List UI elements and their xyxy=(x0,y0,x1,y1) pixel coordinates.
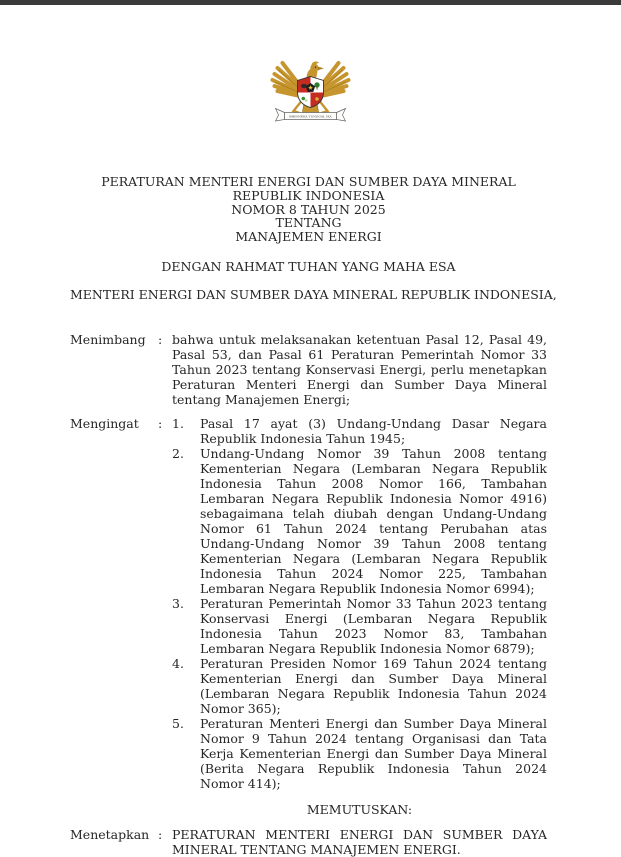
list-item xyxy=(172,596,547,656)
scroll-motto-text: BHINNEKA TUNGGAL IKA xyxy=(289,114,332,119)
recalling-colon: : xyxy=(158,415,163,431)
list-item-text: Peraturan Pemerintah Nomor 33 Tahun 2023 tentang Konservasi Energi (Lembaran Negara Republik Indonesia Tahun 2023 Nomor 83, Tambahan Lembaran Negara Republik Indonesia Nomor 6879); xyxy=(200,595,547,656)
considering-section xyxy=(70,332,547,407)
enacting-colon: : xyxy=(158,826,163,842)
decision-section xyxy=(70,802,547,817)
list-item-number: 2. xyxy=(172,445,184,461)
list-item xyxy=(172,656,547,716)
list-item-text: Pasal 17 ayat (3) Undang-Undang Dasar Negara Republik Indonesia Tahun 1945; xyxy=(200,415,547,446)
title-line-subject: MANAJEMEN ENERGI xyxy=(235,229,382,245)
enacting-label: Menetapkan xyxy=(70,826,150,842)
title-line-number: NOMOR 8 TAHUN 2025 xyxy=(231,201,386,217)
recalling-section xyxy=(70,416,547,791)
recalling-list xyxy=(172,416,547,791)
list-item xyxy=(172,446,547,596)
decision-heading: MEMUTUSKAN: xyxy=(306,801,413,817)
title-line-ministry: PERATURAN MENTERI ENERGI DAN SUMBER DAYA MINERAL xyxy=(101,174,516,189)
considering-label: Menimbang xyxy=(70,331,146,347)
title-line-republic: REPUBLIK INDONESIA xyxy=(232,187,385,203)
regulation-title-block xyxy=(70,175,547,244)
enacting-section xyxy=(70,827,547,857)
considering-colon: : xyxy=(158,331,163,347)
enacting-text: PERATURAN MENTERI ENERGI DAN SUMBER DAYA MINERAL TENTANG MANAJEMEN ENERGI. xyxy=(172,826,547,857)
list-item xyxy=(172,416,547,446)
list-item-number: 1. xyxy=(172,415,184,431)
considering-text: bahwa untuk melaksanakan ketentuan Pasal 12, Pasal 49, Pasal 53, dan Pasal 61 Peraturan Pemerintah Nomor 33 Tahun 2023 tentang Konservasi Energi, perlu menetapkan Peraturan Menteri Energi dan Sumber Daya Mineral tentang Manajemen Energi; xyxy=(172,331,547,407)
list-item xyxy=(172,716,547,791)
list-item-number: 5. xyxy=(172,715,184,731)
invocation-line: DENGAN RAHMAT TUHAN YANG MAHA ESA xyxy=(161,258,456,274)
title-line-tentang: TENTANG xyxy=(275,215,342,231)
list-item-text: Undang-Undang Nomor 39 Tahun 2008 tentang Kementerian Negara (Lembaran Negara Republik Indonesia Tahun 2008 Nomor 166, Tambahan Lembaran Negara Republik Indonesia Nomor 4916) sebagaimana telah diubah dengan Undang-Undang Nomor 61 Tahun 2024 tentang Perubahan atas Undang-Undang Nomor 39 Tahun 2008 tentang Kementerian Negara (Lembaran Negara Republik Indonesia Tahun 2024 Nomor 225, Tambahan Lembaran Negara Republik Indonesia Nomor 6994); xyxy=(200,445,547,596)
authority-line: MENTERI ENERGI DAN SUMBER DAYA MINERAL REPUBLIK INDONESIA, xyxy=(70,286,557,302)
recalling-label: Mengingat xyxy=(70,415,139,431)
list-item-text: Peraturan Presiden Nomor 169 Tahun 2024 tentang Kementerian Energi dan Sumber Daya Mineral (Lembaran Negara Republik Indonesia Tahun 2024 Nomor 365); xyxy=(200,655,547,716)
list-item-number: 3. xyxy=(172,595,184,611)
list-item-number: 4. xyxy=(172,655,184,671)
regulation-document xyxy=(70,0,557,857)
list-item-text: Peraturan Menteri Energi dan Sumber Daya Mineral Nomor 9 Tahun 2024 tentang Organisasi dan Tata Kerja Kementerian Energi dan Sumber Daya Mineral (Berita Negara Republik Indonesia Tahun 2024 Nomor 414); xyxy=(200,715,547,791)
